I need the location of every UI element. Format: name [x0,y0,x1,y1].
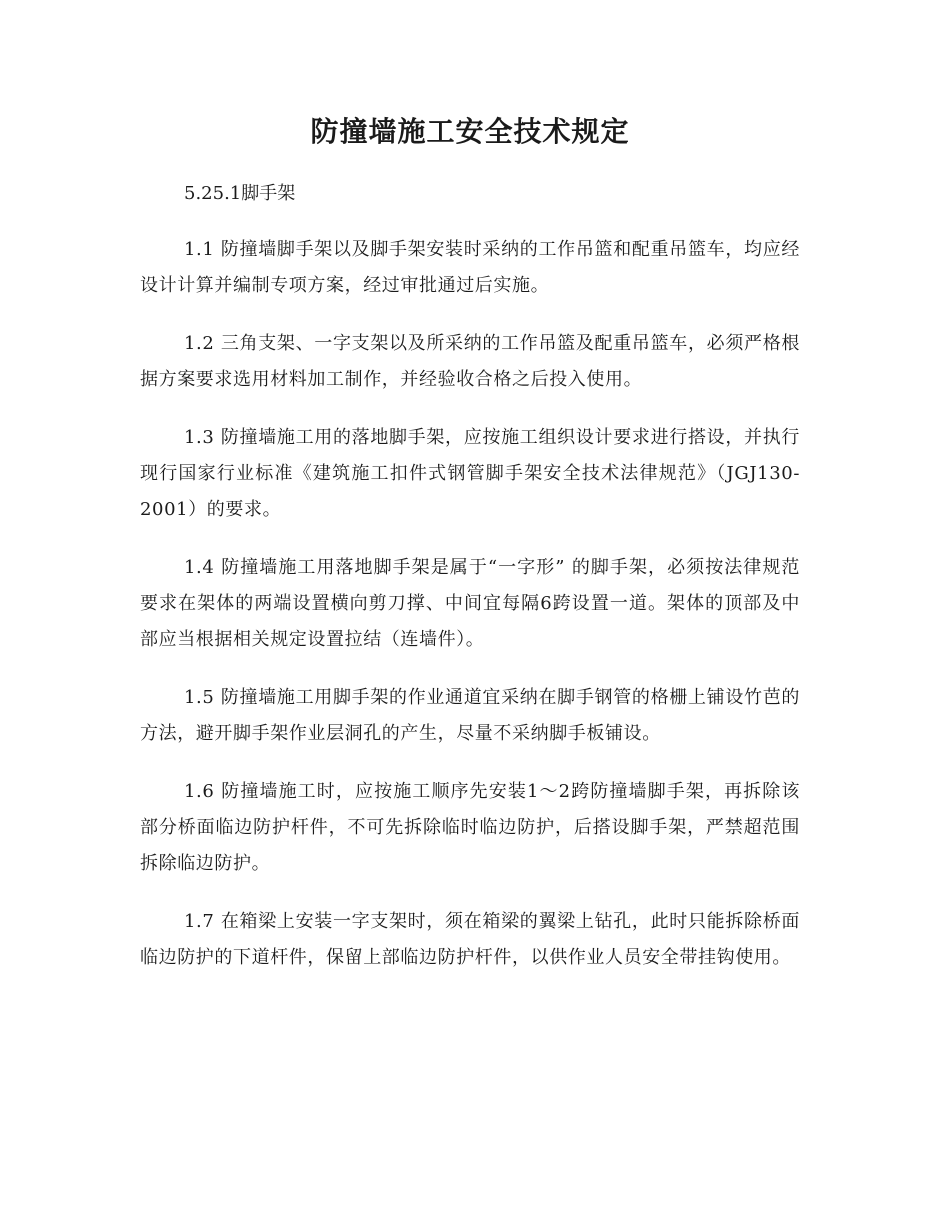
paragraph-1-6: 1.6 防撞墙施工时，应按施工顺序先安装1～2跨防撞墙脚手架，再拆除该部分桥面临边防护杆件，不可先拆除临时临边防护，后搭设脚手架，严禁超范围拆除临边防护。 [140,781,800,874]
paragraph-1-4: 1.4 防撞墙施工用落地脚手架是属于“一字形” 的脚手架，必须按法律规范要求在架体的两端设置横向剪刀撑、中间宜每隔6跨设置一道。架体的顶部及中部应当根据相关规定设置拉结（连墙件）。 [140,557,800,650]
paragraph-1-3: 1.3 防撞墙施工用的落地脚手架，应按施工组织设计要求进行搭设，并执行现行国家行业标准《建筑施工扣件式钢管脚手架安全技术法律规范》（JGJ130-2001）的要求。 [140,427,800,520]
document-title: 防撞墙施工安全技术规定 [310,115,630,148]
paragraph-1-7: 1.7 在箱梁上安装一字支架时，须在箱梁的翼梁上钻孔，此时只能拆除桥面临边防护的下道杆件，保留上部临边防护杆件，以供作业人员安全带挂钩使用。 [140,911,800,968]
paragraph-1-1: 1.1 防撞墙脚手架以及脚手架安装时采纳的工作吊篮和配重吊篮车，均应经设计计算并编制专项方案，经过审批通过后实施。 [140,239,800,296]
section-heading: 5.25.1脚手架 [184,183,296,204]
paragraph-1-5: 1.5 防撞墙施工用脚手架的作业通道宜采纳在脚手钢管的格栅上铺设竹芭的方法，避开脚手架作业层洞孔的产生，尽量不采纳脚手板铺设。 [140,687,800,744]
document-body [140,110,800,998]
paragraph-1-2: 1.2 三角支架、一字支架以及所采纳的工作吊篮及配重吊篮车，必须严格根据方案要求选用材料加工制作，并经验收合格之后投入使用。 [140,333,800,390]
